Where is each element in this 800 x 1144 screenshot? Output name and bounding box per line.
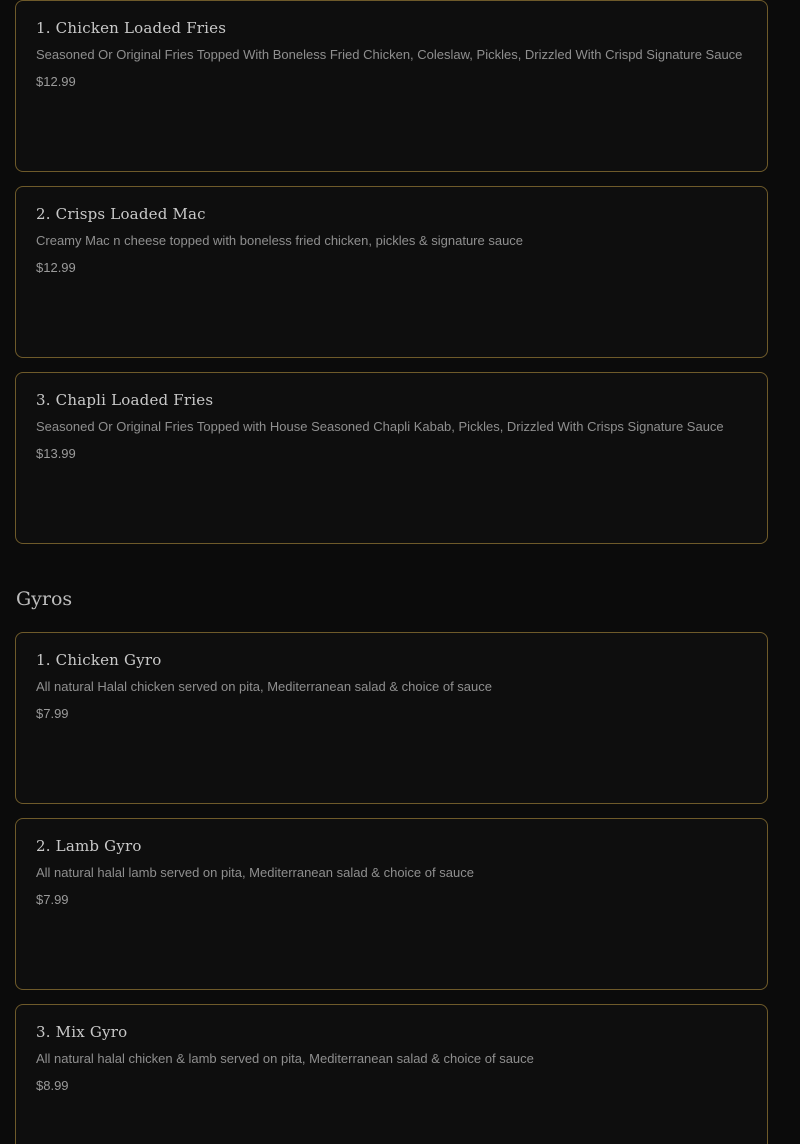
menu-item-description: All natural halal chicken & lamb served on pita, Mediterranean salad & choice of sauce xyxy=(36,1051,534,1066)
section-title-gyros: Gyros xyxy=(16,588,73,610)
menu-item-price: $8.99 xyxy=(36,1078,69,1093)
menu-item-card[interactable] xyxy=(15,818,768,990)
menu-item-card[interactable] xyxy=(15,186,768,358)
menu-item-card[interactable] xyxy=(15,372,768,544)
menu-item-name: 3. Chapli Loaded Fries xyxy=(36,391,214,409)
menu-item-description: All natural halal lamb served on pita, Mediterranean salad & choice of sauce xyxy=(36,865,474,880)
menu-item-name: 3. Mix Gyro xyxy=(36,1023,128,1041)
menu-item-price: $7.99 xyxy=(36,706,69,721)
menu-item-description: Seasoned Or Original Fries Topped with House Seasoned Chapli Kabab, Pickles, Drizzled With Crisps Signature Sauce xyxy=(36,419,724,434)
menu-item-card[interactable] xyxy=(15,0,768,172)
menu-item-name: 1. Chicken Loaded Fries xyxy=(36,19,227,37)
menu-item-price: $12.99 xyxy=(36,260,76,275)
menu-item-name: 1. Chicken Gyro xyxy=(36,651,162,669)
menu-item-price: $12.99 xyxy=(36,74,76,89)
menu-item-price: $7.99 xyxy=(36,892,69,907)
menu-item-description: All natural Halal chicken served on pita, Mediterranean salad & choice of sauce xyxy=(36,679,492,694)
menu-item-name: 2. Crisps Loaded Mac xyxy=(36,205,206,223)
menu-item-description: Seasoned Or Original Fries Topped With Boneless Fried Chicken, Coleslaw, Pickles, Drizzled With Crispd Signature Sauce xyxy=(36,47,743,62)
menu-item-price: $13.99 xyxy=(36,446,76,461)
menu-item-card[interactable] xyxy=(15,1004,768,1144)
menu-item-card[interactable] xyxy=(15,632,768,804)
menu-item-name: 2. Lamb Gyro xyxy=(36,837,142,855)
menu-item-description: Creamy Mac n cheese topped with boneless fried chicken, pickles & signature sauce xyxy=(36,233,524,248)
